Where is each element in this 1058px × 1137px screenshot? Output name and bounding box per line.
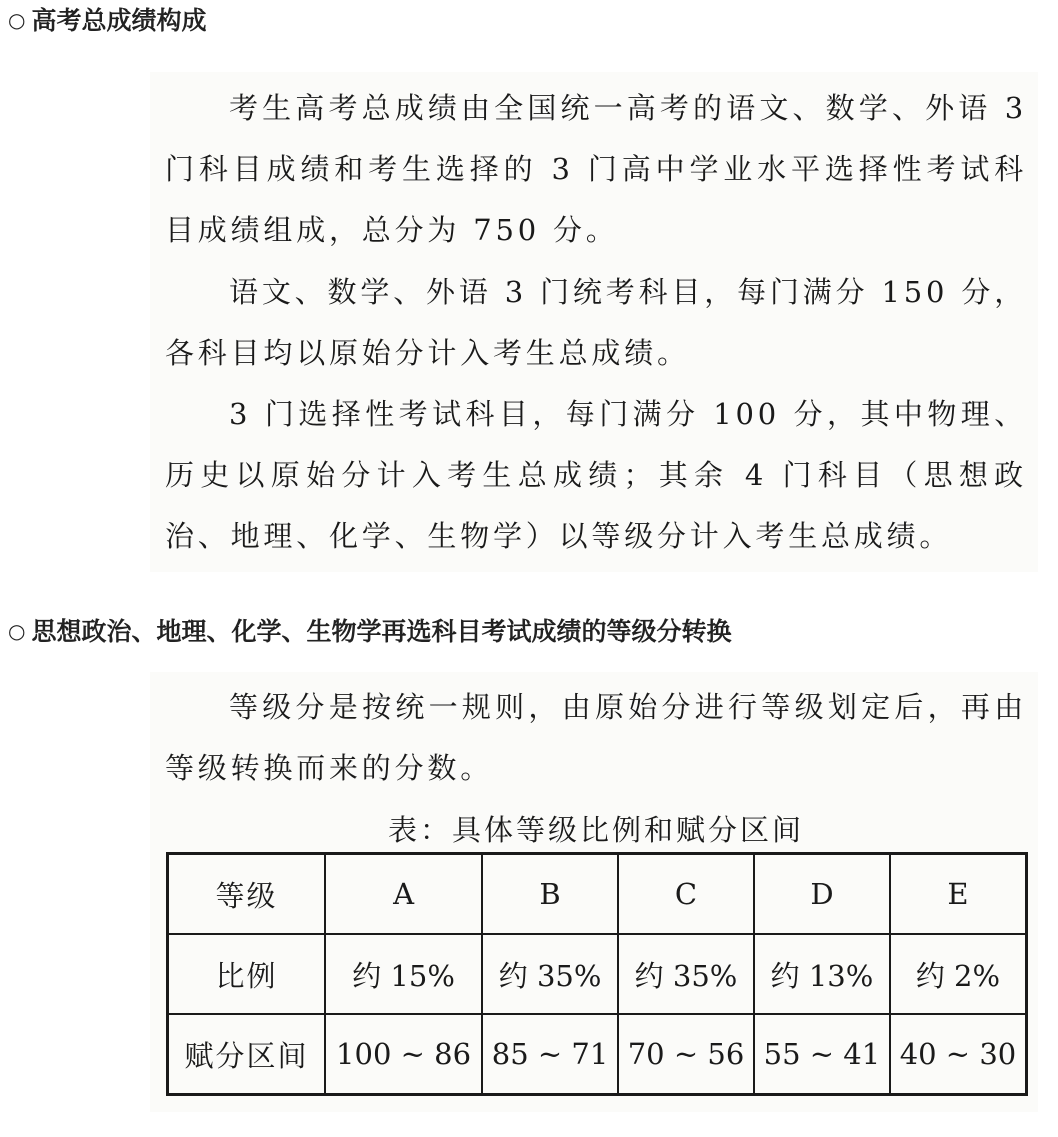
- row-header: 等级: [168, 854, 326, 935]
- row-header: 赋分区间: [168, 1014, 326, 1095]
- table-cell: 55 ~ 41: [754, 1014, 890, 1095]
- table-cell: 85 ~ 71: [482, 1014, 618, 1095]
- section-title: 思想政治、地理、化学、生物学再选科目考试成绩的等级分转换: [31, 617, 732, 646]
- bullet-icon: ○: [8, 8, 26, 32]
- paragraph-total-score: 考生高考总成绩由全国统一高考的语文、数学、外语 3 门科目成绩和考生选择的 3 门高中学业水平选择性考试科目成绩组成，总分为 750 分。: [165, 91, 1027, 247]
- table-cell: 约 13%: [754, 934, 890, 1014]
- bullet-icon: ○: [8, 619, 26, 643]
- table-cell: 100 ~ 86: [325, 1014, 482, 1095]
- paragraph-elective-subjects: 3 门选择性考试科目，每门满分 100 分，其中物理、历史以原始分计入考生总成绩；其余 4 门科目（思想政治、地理、化学、生物学）以等级分计入考生总成绩。: [165, 397, 1027, 553]
- table-cell: E: [890, 854, 1027, 935]
- table-cell: 约 15%: [325, 934, 482, 1014]
- row-header: 比例: [168, 934, 326, 1014]
- table-cell: D: [754, 854, 890, 935]
- paragraph-grade-definition: 等级分是按统一规则，由原始分进行等级划定后，再由等级转换而来的分数。: [165, 690, 1027, 785]
- table-row: [168, 934, 1027, 1014]
- table-cell: 40 ~ 30: [890, 1014, 1027, 1095]
- section-heading-grade-conversion: [8, 617, 731, 648]
- section-title: 高考总成绩构成: [31, 6, 207, 35]
- table-cell: 约 2%: [890, 934, 1027, 1014]
- table-caption: 表：具体等级比例和赋分区间: [387, 813, 804, 847]
- table-cell: 70 ~ 56: [618, 1014, 754, 1095]
- table-row: [168, 854, 1027, 935]
- table-cell: 约 35%: [482, 934, 618, 1014]
- grade-table: [166, 852, 1028, 1096]
- section-heading-score-composition: [8, 6, 206, 37]
- table-cell: 约 35%: [618, 934, 754, 1014]
- table-row: [168, 1014, 1027, 1095]
- table-cell: A: [325, 854, 482, 935]
- paragraph-unified-subjects: 语文、数学、外语 3 门统考科目，每门满分 150 分，各科目均以原始分计入考生总成绩。: [165, 275, 1027, 370]
- table-cell: C: [618, 854, 754, 935]
- table-cell: B: [482, 854, 618, 935]
